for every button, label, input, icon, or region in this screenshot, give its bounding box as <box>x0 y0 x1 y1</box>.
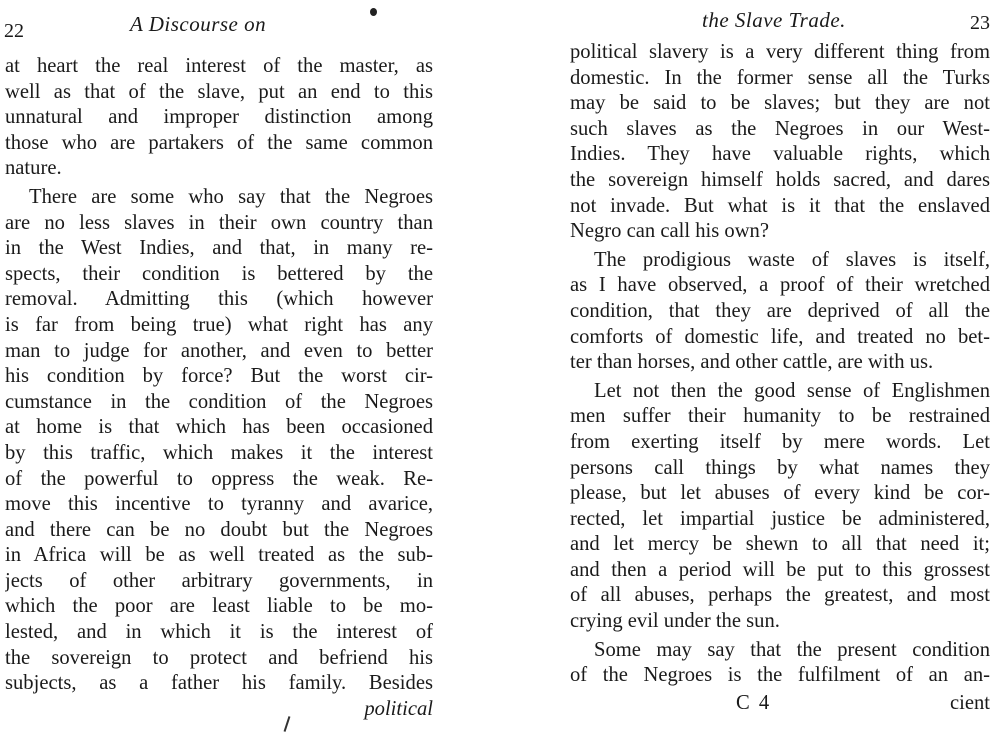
left-text-line: is far from being true) what right has any <box>5 313 433 336</box>
left-page-header <box>4 12 454 42</box>
left-text-line: unnatural and improper distinction among <box>5 106 433 129</box>
left-text-line: spects, their condition is bettered by the <box>5 262 433 285</box>
left-text-line: his condition by force? But the worst cir- <box>5 365 433 388</box>
left-running-head: A Discourse on <box>130 12 267 36</box>
right-page-footer <box>540 692 990 722</box>
right-text-line: such slaves as the Negroes in our West- <box>570 117 990 140</box>
left-page <box>0 0 480 735</box>
right-text-line: condition, that they are deprived of all the <box>570 299 990 322</box>
left-text-line: well as that of the slave, put an end to this <box>5 80 433 103</box>
right-text-line: comforts of domestic life, and treated no bet- <box>570 325 990 348</box>
right-text-line: domestic. In the former sense all the Turks <box>570 66 990 89</box>
left-text-line: at heart the real interest of the master, as <box>5 55 433 77</box>
right-running-head: the Slave Trade. <box>702 8 846 32</box>
left-catchword: political <box>364 697 433 720</box>
left-text-line: There are some who say that the Negroes <box>29 185 433 208</box>
left-text-line: in Africa will be as well treated as the sub- <box>5 544 433 567</box>
right-text-line: Indies. They have valuable rights, which <box>570 143 990 166</box>
left-page-number: 22 <box>4 20 24 42</box>
right-text-line: from exerting itself by mere words. Let <box>570 430 990 453</box>
right-text-line: political slavery is a very different thing from <box>570 41 990 63</box>
left-text-line: are no less slaves in their own country than <box>5 211 433 234</box>
left-text-line: those who are partakers of the same common <box>5 131 433 154</box>
right-text-line: as I have observed, a proof of their wretched <box>570 274 990 297</box>
signature-mark: C 4 <box>736 692 772 714</box>
right-text-line: persons call things by what names they <box>570 456 990 479</box>
right-text-line: of the Negroes is the fulfilment of an an- <box>570 664 990 687</box>
right-text-line: Negro can call his own? <box>570 220 769 243</box>
left-text-line: which the poor are least liable to be mo- <box>5 595 433 618</box>
left-text-line: nature. <box>5 157 62 180</box>
left-text-line: removal. Admitting this (which however <box>5 288 433 311</box>
left-text-line: cumstance in the condition of the Negroes <box>5 390 433 413</box>
right-text-line: may be said to be slaves; but they are not <box>570 92 990 115</box>
ink-spot <box>370 8 377 16</box>
right-text-line: men suffer their humanity to be restrained <box>570 405 990 428</box>
left-text-line: subjects, as a father his family. Besides <box>5 672 433 695</box>
right-page-body <box>570 40 990 689</box>
right-text-line: Let not then the good sense of Englishmen <box>594 379 990 402</box>
left-text-line: lested, and in which it is the interest of <box>5 621 433 644</box>
right-text-line: not invade. But what is it that the enslaved <box>570 194 990 217</box>
right-page <box>540 0 1000 735</box>
left-text-line: the sovereign to protect and befriend his <box>5 646 433 669</box>
right-text-line: and then a period will be put to this grossest <box>570 558 990 581</box>
right-text-line: crying evil under the sun. <box>570 610 780 633</box>
right-text-line: The prodigious waste of slaves is itself, <box>594 248 990 271</box>
left-text-line: and there can be no doubt but the Negroes <box>5 518 433 541</box>
right-text-line: ter than horses, and other cattle, are with us. <box>570 351 934 374</box>
left-text-line: at home is that which has been occasioned <box>5 416 433 439</box>
left-page-body <box>5 54 433 722</box>
right-page-header <box>540 8 996 38</box>
left-text-line: by this traffic, which makes it the interest <box>5 441 433 464</box>
right-text-line: the sovereign himself holds sacred, and dares <box>570 168 990 191</box>
right-text-line: and let mercy be shewn to all that need it; <box>570 533 990 556</box>
left-text-line: jects of other arbitrary governments, in <box>5 569 433 592</box>
left-text-line: in the West Indies, and that, in many re- <box>5 237 433 260</box>
right-catchword: cient <box>949 692 990 714</box>
left-text-line: man to judge for another, and even to better <box>5 339 433 362</box>
left-text-line: move this incentive to tyranny and avarice, <box>5 493 433 516</box>
left-text-line: of the powerful to oppress the weak. Re- <box>5 467 433 490</box>
right-text-line: rected, let impartial justice be administered, <box>570 507 990 530</box>
right-text-line: Some may say that the present condition <box>594 638 990 661</box>
right-text-line: please, but let abuses of every kind be cor- <box>570 482 990 505</box>
right-text-line: of all abuses, perhaps the greatest, and most <box>570 584 990 607</box>
right-page-number: 23 <box>970 12 990 34</box>
